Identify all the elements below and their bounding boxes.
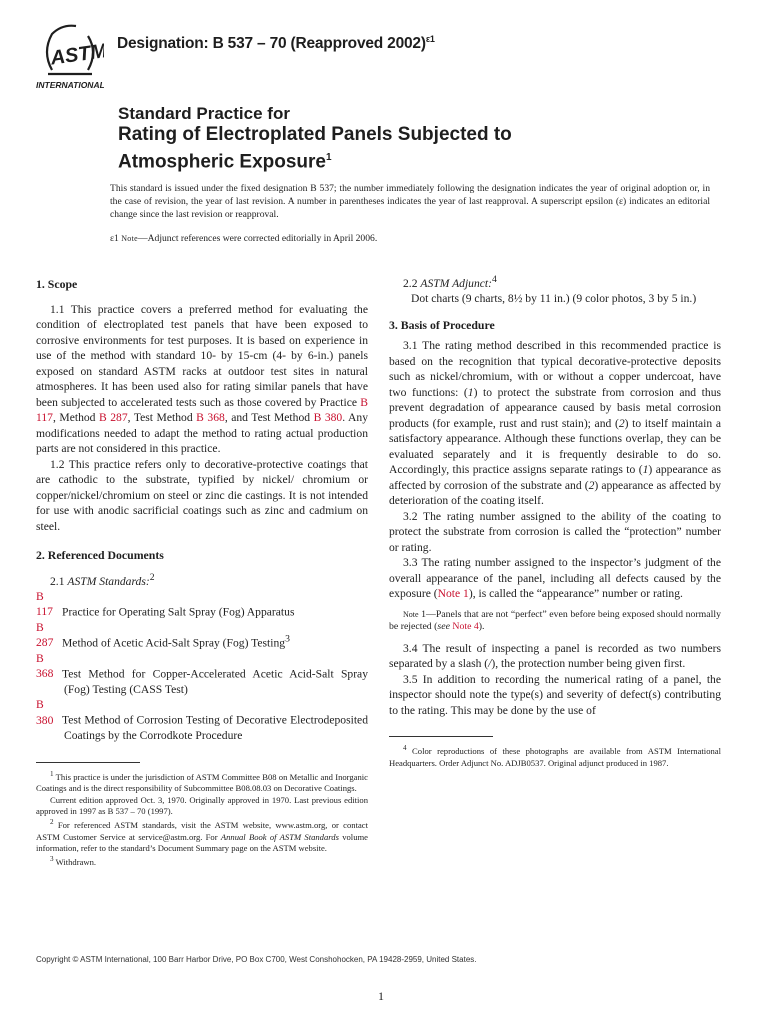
- footnote-divider-right: [389, 736, 493, 737]
- logo-subtext: INTERNATIONAL: [36, 80, 104, 90]
- note-1: Note 1—Panels that are not “perfect” even before being exposed should normally be rejected (see Note 4).: [389, 608, 721, 633]
- paragraph-3-3: 3.3 The rating number assigned to the inspector’s judgment of the overall appearance of the panel, including all defects caused by the exposure (Note 1), is called the “appearance” number or rating.: [389, 556, 721, 601]
- astm-logo: [36, 22, 104, 92]
- footnote-3: $^3$ Withdrawn.: [50, 855, 97, 868]
- reference-item: B 380 Test Method of Corrosion Testing of Decorative Electrodeposited Coatings by the Corrodkote Procedure: [36, 698, 368, 743]
- link-note-1[interactable]: Note 1: [437, 587, 469, 601]
- copyright-footer: Copyright © ASTM International, 100 Barr Harbor Drive, PO Box C700, West Conshohocken, PA 19428-2959, United States.: [36, 955, 477, 964]
- page-number: 1: [378, 989, 384, 1003]
- paragraph-3-5: 3.5 In addition to recording the numerical rating of a panel, the inspector should note the type(s) and severity of defect(s) contributing to the rating. This may be done by the use of: [389, 672, 721, 717]
- footnotes-left: [36, 769, 368, 869]
- reference-code-link[interactable]: B 380: [36, 698, 54, 727]
- section-heading-basis: 3. Basis of Procedure: [389, 317, 495, 332]
- subsection-2-1: 2.1 ASTM Standards:$^2$: [50, 571, 155, 588]
- link-b287[interactable]: B 287: [99, 411, 128, 424]
- issue-note: This standard is issued under the fixed designation B 537; the number immediately following the designation indicates the year of original adoption or, in the case of revision, the year of last revision. A number in parentheses indicates the year of last reapproval. A superscript epsilon (ε) indicates an editorial change since the last revision or reapproval.: [110, 183, 710, 220]
- footnote-1: $^1$ This practice is under the jurisdiction of ASTM Committee B08 on Metallic and Inorganic Coatings and is the direct responsibility of Subcommittee B08.08.03 on Decorative Coatings.: [36, 769, 368, 794]
- link-note-4[interactable]: Note 4: [452, 621, 479, 633]
- link-b368[interactable]: B 368: [196, 411, 225, 424]
- adjunct-item: Dot charts (9 charts, 8½ by 11 in.) (9 color photos, 3 by 5 in.): [411, 292, 697, 306]
- reference-item: B 117 Practice for Operating Salt Spray (Fog) Apparatus: [36, 589, 295, 619]
- footnote-2: $^2$ For referenced ASTM standards, visit the ASTM website, www.astm.org, or contact ASTM Customer Service at service@astm.org. For Annual Book of ASTM Standards volume information, refer to the standard’s Document Summary page on the ASTM website.: [36, 818, 368, 854]
- reference-item: B 368 Test Method for Copper-Accelerated Acetic Acid-Salt Spray (Fog) Testing (CASS Test): [36, 651, 368, 696]
- editorial-note: ε1 Note—Adjunct references were corrected editorially in April 2006.: [110, 233, 378, 244]
- footnote-4: $^4$ Color reproductions of these photographs are available from ASTM International Headquarters. Order Adjunct No. ADJB0537. Original adjunct produced in 1987.: [389, 744, 721, 768]
- section-heading-scope: 1. Scope: [36, 277, 78, 291]
- paragraph-1-1: 1.1 This practice covers a preferred method for evaluating the condition of electroplated test panels that have been exposed to corrosive environments for test purposes. It is based on experience in use of the method with standard 10- by 15-cm (4- by 6-in.) panels exposed on standard ASTM racks at outdoor test sites in natural atmospheres. It has been used also for rating similar panels that have been subjected to accelerated tests such as those covered by Practice B 117, Method B 287, Test Method B 368, and Test Method B 380. Any modifications needed to adapt the method to rating actual production parts are not considered in this practice.: [36, 302, 368, 455]
- reference-code-link[interactable]: B 368: [36, 651, 54, 681]
- footnote-divider: [36, 762, 140, 763]
- section-heading-referenced: 2. Referenced Documents: [36, 548, 164, 562]
- link-b117[interactable]: B 117: [36, 395, 368, 424]
- footnotes-right: [389, 743, 721, 769]
- link-b380[interactable]: B 380: [313, 411, 343, 424]
- paragraph-3-4: 3.4 The result of inspecting a panel is recorded as two numbers separated by a slash (/), the protection number being given first.: [389, 641, 721, 671]
- right-column: [389, 272, 721, 769]
- subsection-2-2: 2.2 ASTM Adjunct:$^4$: [403, 274, 497, 290]
- paragraph-3-2: 3.2 The rating number assigned to the ability of the coating to protect the substrate from corrosion is called the “protection” number or rating.: [389, 509, 721, 554]
- paragraph-3-1: 3.1 The rating method described in this recommended practice is based on the recognition that typical decorative-protective deposits such as nickel/chromium, with or without a copper undercoat, have two functions: (1) to protect the substrate from corrosion and thus prevent degradation of appearance caused by basis metal corrosion products (for example, rust and rust stain); and (2) to itself maintain a satisfactory appearance. Although these functions overlap, they can be evaluated separately and it is frequently desirable to do so. Accordingly, this practice assigns separate ratings to (1) appearance as affected by corrosion of the substrate and (2) appearance as affected by deterioration of the coating itself.: [389, 339, 722, 508]
- reference-code-link[interactable]: B 117: [36, 589, 53, 619]
- document-title: Rating of Electroplated Panels Subjected to Atmospheric Exposure$^1$: [118, 124, 512, 173]
- reference-code-link[interactable]: B 287: [36, 620, 54, 650]
- paragraph-1-2: 1.2 This practice refers only to decorative-protective coatings that are cathodic to the substrate, typified by nickel/ chromium or copper/nickel/chromium on steel or zinc die castings. It is not intended for use with anodic sacrificial coatings such as zinc and cadmium on steel.: [36, 457, 368, 533]
- designation: Designation: B 537 – 70 (Reapproved 2002)$^{\varepsilon 1}$: [117, 34, 435, 53]
- logo-lettering: ASTM: [49, 39, 104, 70]
- referenced-list: [36, 589, 368, 744]
- standard-practice-label: Standard Practice for: [118, 104, 290, 123]
- left-column: [36, 277, 368, 869]
- reference-item: B 287 Method of Acetic Acid-Salt Spray (Fog) Testing$^3$: [36, 620, 290, 650]
- footnote-1-edition: Current edition approved Oct. 3, 1970. Originally approved in 1970. Last previous edition approved in 1997 as B 537 – 70 (1997).: [36, 794, 368, 816]
